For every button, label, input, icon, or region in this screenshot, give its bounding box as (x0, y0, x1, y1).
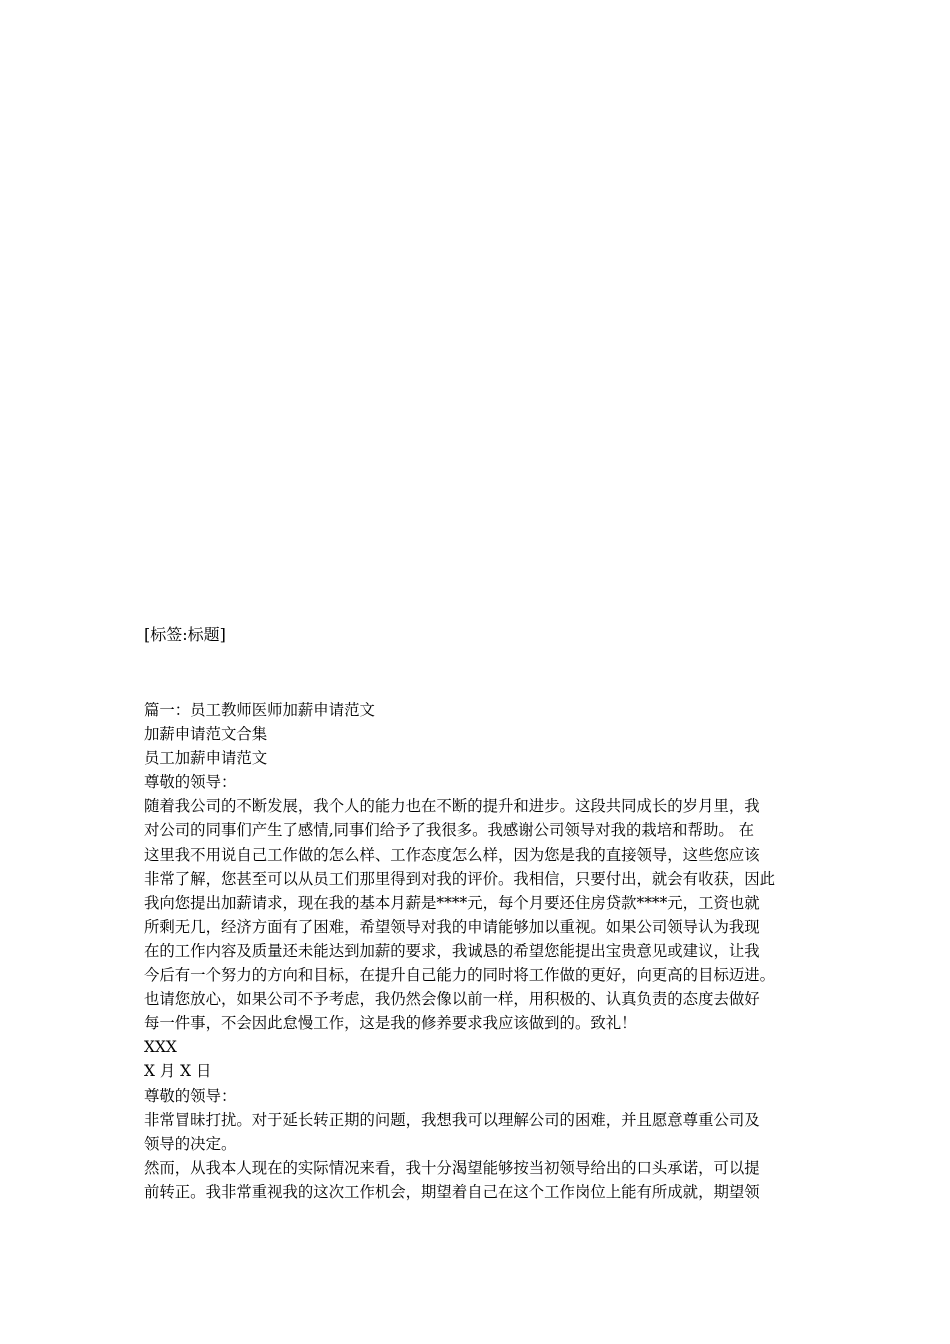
body-line: 这里我不用说自己工作做的怎么样、工作态度怎么样，因为您是我的直接领导，这些您应该 (144, 845, 760, 864)
body-line: 随着我公司的不断发展，我个人的能力也在不断的提升和进步。这段共同成长的岁月里，我 (144, 797, 760, 816)
collection-title: 加薪申请范文合集 (144, 725, 268, 744)
body-line: 非常冒昧打扰。对于延长转正期的问题，我想我可以理解公司的困难，并且愿意尊重公司及 (144, 1110, 760, 1129)
body-line: 非常了解，您甚至可以从员工们那里得到对我的评价。我相信，只要付出，就会有收获，因此 (144, 869, 776, 888)
body-line: 所剩无几，经济方面有了困难，希望领导对我的申请能够加以重视。如果公司领导认为我现 (144, 917, 760, 936)
salutation: 尊敬的领导： (144, 773, 237, 792)
signature-name: XXX (144, 1038, 177, 1057)
body-line: 今后有一个努力的方向和目标，在提升自己能力的同时将工作做的更好，向更高的目标迈进。 (144, 966, 776, 985)
body-line: 我向您提出加薪请求，现在我的基本月薪是****元，每个月要还住房贷款****元，工资也就 (144, 893, 760, 912)
body-line: 也请您放心，如果公司不予考虑，我仍然会像以前一样，用积极的、认真负责的态度去做好 (144, 990, 760, 1009)
body-line: 对公司的同事们产生了感情,同事们给予了我很多。我感谢公司领导对我的栽培和帮助。 在 (144, 821, 755, 840)
section-heading: 篇一：员工教师医师加薪申请范文 (144, 701, 375, 719)
body-line: 然而，从我本人现在的实际情况来看，我十分渴望能够按当初领导给出的口头承诺，可以提 (144, 1158, 760, 1177)
body-line: 领导的决定。 (144, 1134, 237, 1153)
body-line: 每一件事，不会因此怠慢工作，这是我的修养要求我应该做到的。致礼！ (144, 1014, 637, 1033)
signature-date: X 月 X 日 (144, 1062, 212, 1081)
article-title: 员工加薪申请范文 (144, 749, 268, 768)
tag-line: [标签:标题] (144, 625, 226, 644)
document-body (144, 698, 824, 1204)
body-line: 在的工作内容及质量还未能达到加薪的要求，我诚恳的希望您能提出宝贵意见或建议，让我 (144, 941, 760, 960)
body-line: 前转正。我非常重视我的这次工作机会，期望着自己在这个工作岗位上能有所成就，期望领 (144, 1182, 760, 1201)
salutation: 尊敬的领导： (144, 1086, 237, 1105)
